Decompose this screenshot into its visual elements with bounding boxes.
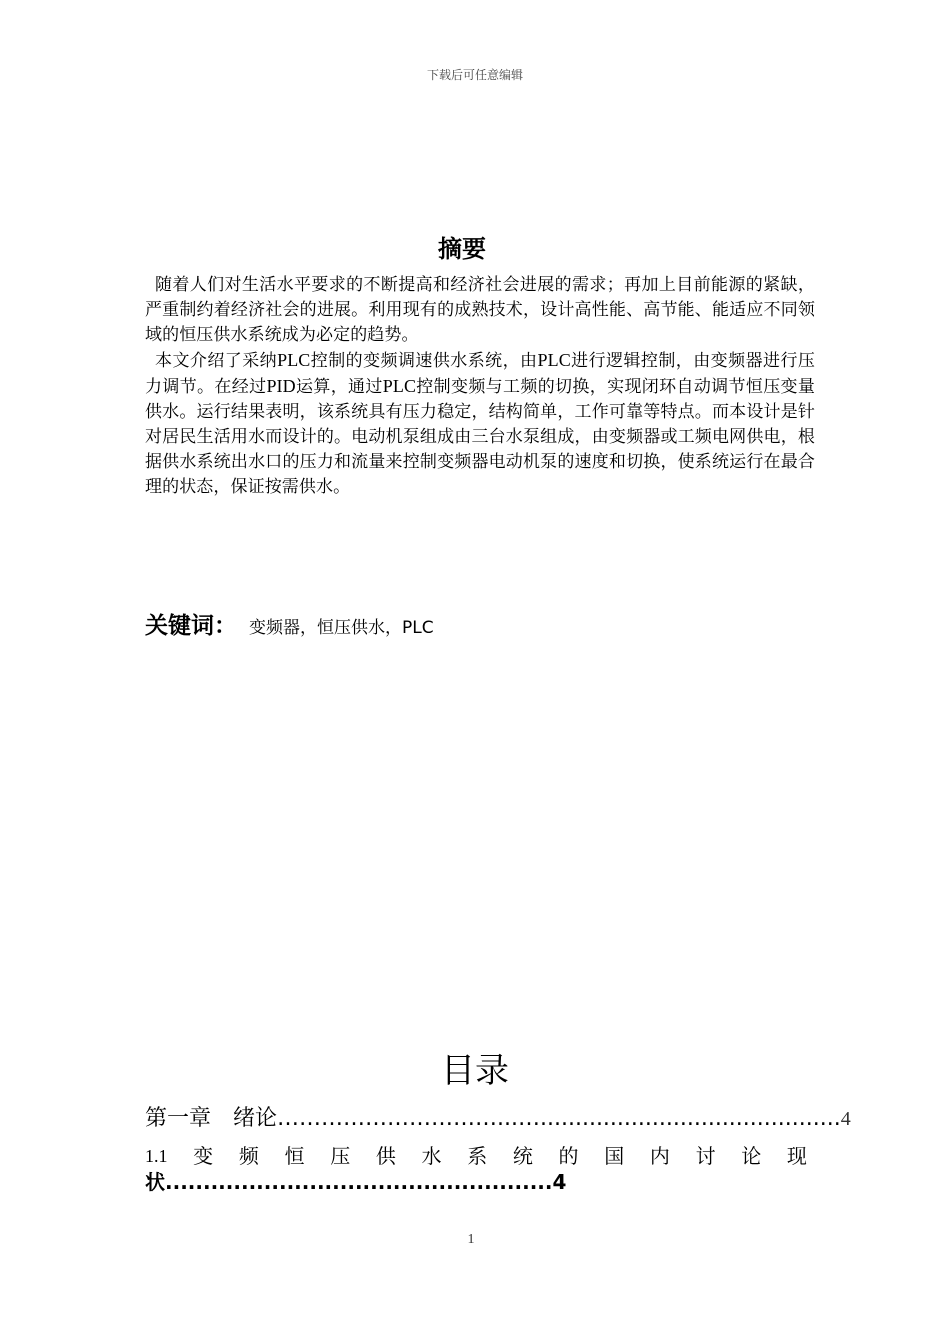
header-note: 下载后可任意编辑 (426, 68, 523, 82)
toc-entry-char: 讨 (695, 1144, 716, 1168)
toc-entry-char: 频 (238, 1144, 259, 1168)
keywords-value: 变频器，恒压供水，PLC (249, 618, 434, 638)
abstract-term-plc: PLC (537, 350, 571, 370)
abstract-term-plc: PLC (382, 376, 417, 396)
toc-entry-char: 供 (375, 1144, 396, 1168)
abstract-text: 控制的变频调速供水系统，由 (310, 351, 538, 371)
abstract-text: 运算，通过 (295, 377, 383, 397)
abstract-text: 进行逻辑控制，由变频器进行压力调节。在经过 (145, 351, 815, 397)
toc-entry-label: 第一章 绪论 (145, 1106, 278, 1131)
abstract-paragraph-2 (145, 348, 815, 500)
toc-entry-section-1-1[interactable] (145, 1143, 807, 1195)
toc-entry-char: 现 (786, 1144, 807, 1168)
toc-entry-char: 水 (421, 1144, 442, 1168)
toc-entry-page: 4 (840, 1108, 851, 1130)
toc-entry-char: 压 (330, 1144, 351, 1168)
toc-entry-title-row (145, 1143, 807, 1169)
page-number: 1 (467, 1232, 475, 1247)
abstract-term-plc: PLC (277, 350, 311, 370)
keywords-line (145, 609, 815, 643)
toc-entry-char: 系 (467, 1144, 488, 1168)
toc-entry-page: 4 (552, 1170, 567, 1194)
toc-entry-char: 统 (512, 1144, 533, 1168)
abstract-paragraph-1: 随着人们对生活水平要求的不断提高和经济社会进展的需求；再加上目前能源的紧缺，严重制约着经济社会的进展。利用现有的成熟技术，设计高性能、高节能、能适应不同领域的恒压供水系统成为必定的趋势。 (145, 275, 815, 345)
toc-entry-tail: 状 (145, 1170, 165, 1194)
abstract-text: 控制变频与工频的切换，实现闭环自动调节恒压变量供水。运行结果表明，该系统具有压力稳定，结构简单，工作可靠等特点。而本设计是针对居民生活用水而设计的。电动机泵组成由三台水泵组成，由变频器或工频电网供电，根据供水系统出水口的压力和流量来控制变频器电动机泵的速度和切换，使系统运行在最合理的状态，保证按需供水。 (145, 377, 816, 497)
toc-entry-leader: …………………………...…........................................... (277, 1106, 841, 1131)
keywords-label: 关键词： (145, 613, 237, 639)
toc-entry-char: 国 (604, 1144, 625, 1168)
toc-entry-char: 恒 (284, 1144, 305, 1168)
toc-entry-tail-row (145, 1169, 807, 1195)
toc-entry-leader: ................................................... (165, 1170, 553, 1194)
toc-title: 目录 (441, 1051, 509, 1091)
abstract-term-pid: PID (266, 376, 296, 396)
toc-entry-char: 变 (193, 1144, 214, 1168)
toc-entry-char: 论 (741, 1144, 762, 1168)
toc-entry-char: 1.1 (145, 1146, 168, 1166)
abstract-body (145, 273, 815, 500)
abstract-text: 本文介绍了采纳 (155, 351, 278, 371)
abstract-title: 摘要 (438, 235, 486, 263)
toc-entry-char: 内 (649, 1144, 670, 1168)
toc-entry-chapter-1[interactable] (145, 1102, 851, 1136)
toc-entry-char: 的 (558, 1144, 579, 1168)
